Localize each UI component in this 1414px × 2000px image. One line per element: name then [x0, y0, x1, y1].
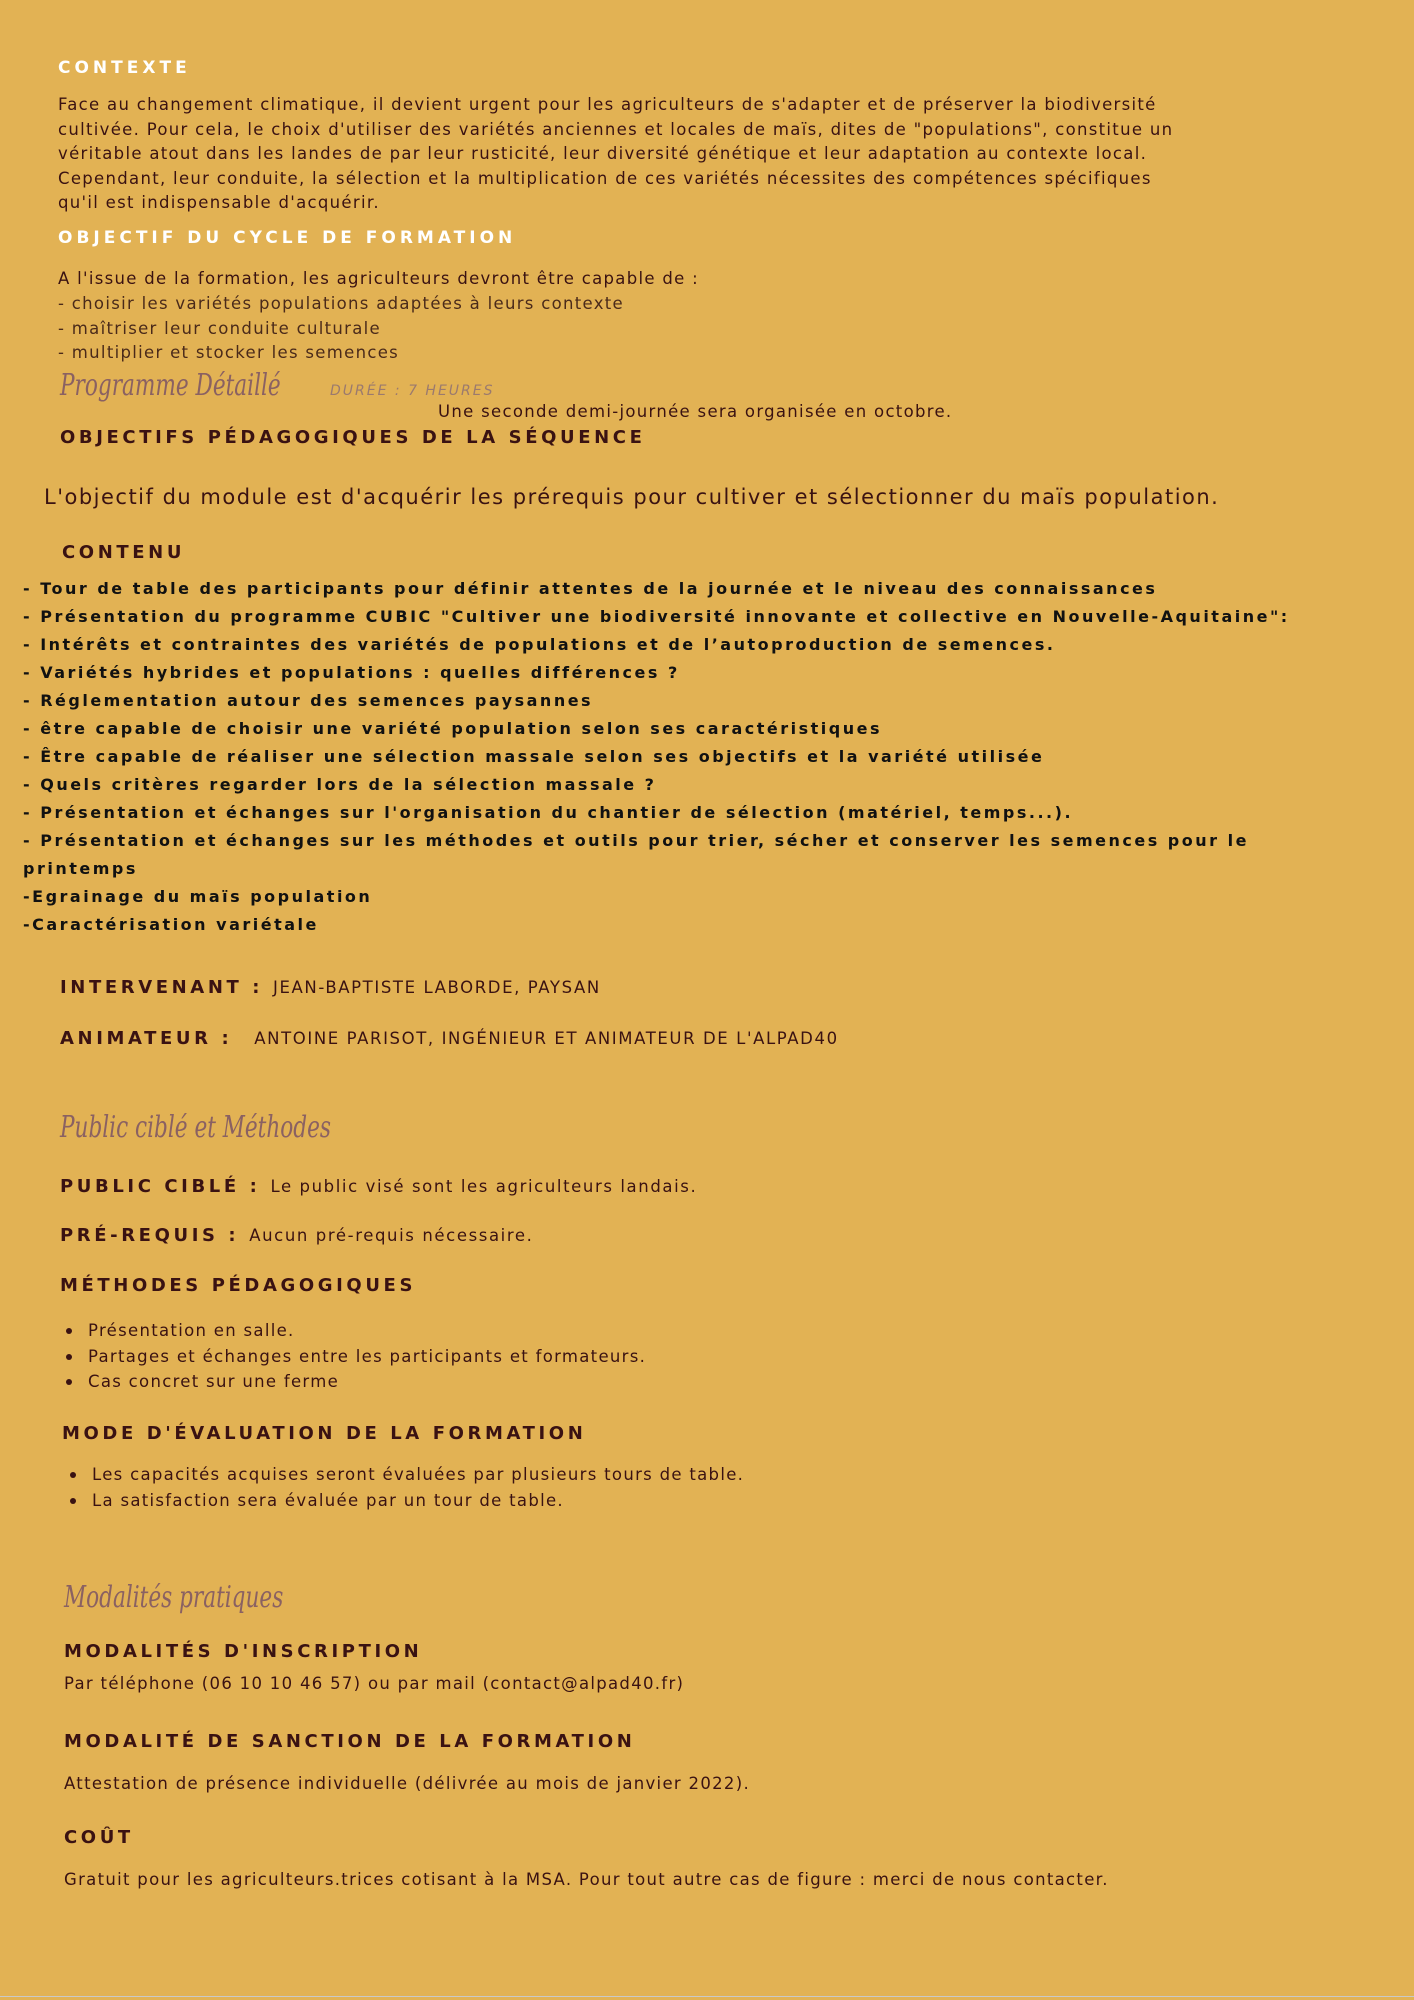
contexte-heading: CONTEXTE	[58, 58, 191, 78]
programme-note: Une seconde demi-journée sera organisée en octobre.	[438, 402, 953, 421]
list-item: -Caractérisation variétale	[23, 915, 319, 934]
intervenant-value: JEAN-BAPTISTE LABORDE, PAYSAN	[273, 978, 601, 997]
objectif-item: - multiplier et stocker les semences	[58, 343, 400, 362]
list-item: printemps	[23, 859, 138, 878]
objectif-item: - maîtriser leur conduite culturale	[58, 318, 381, 338]
prereq-label: PRÉ-REQUIS :	[60, 1225, 240, 1246]
list-item: Présentation en salle.	[60, 1318, 646, 1344]
duree-label: DURÉE : 7 HEURES	[330, 383, 495, 399]
objectif-module-text: L'objectif du module est d'acquérir les prérequis pour cultiver et sélectionner du maïs population.	[44, 485, 1220, 509]
list-item: - Réglementation autour des semences paysannes	[23, 691, 594, 710]
animateur-row	[60, 1028, 839, 1049]
sanction-heading: MODALITÉ DE SANCTION DE LA FORMATION	[64, 1731, 636, 1752]
list-item: Cas concret sur une ferme	[60, 1369, 646, 1395]
objectif-item: - choisir les variétés populations adaptées à leurs contexte	[58, 294, 624, 313]
contexte-line: qu'il est indispensable d'acquérir.	[58, 193, 380, 212]
list-item: Partages et échanges entre les participants et formateurs.	[60, 1344, 646, 1370]
list-item: - Variétés hybrides et populations : quelles différences ?	[23, 663, 680, 682]
methodes-heading: MÉTHODES PÉDAGOGIQUES	[60, 1275, 417, 1296]
list-item: - être capable de choisir une variété population selon ses caractéristiques	[23, 719, 882, 738]
list-item: - Intérêts et contraintes des variétés de populations et de l’autoproduction de semences.	[23, 635, 1056, 654]
contexte-line: cultivée. Pour cela, le choix d'utiliser des variétés anciennes et locales de maïs, dites de "populations", constitue un	[58, 119, 1174, 139]
public-label: PUBLIC CIBLÉ :	[60, 1176, 261, 1197]
list-item: La satisfaction sera évaluée par un tour de table.	[64, 1488, 744, 1514]
list-item: - Présentation du programme CUBIC "Cultiver une biodiversité innovante et collective en Nouvelle-Aquitaine":	[23, 607, 1290, 626]
public-value: Le public visé sont les agriculteurs landais.	[270, 1177, 698, 1196]
animateur-label: ANIMATEUR :	[60, 1028, 233, 1049]
animateur-value: ANTOINE PARISOT, INGÉNIEUR ET ANIMATEUR DE L'ALPAD40	[254, 1029, 839, 1048]
intervenant-row	[60, 977, 601, 998]
sanction-text: Attestation de présence individuelle (délivrée au mois de janvier 2022).	[64, 1774, 750, 1793]
evaluation-list	[64, 1462, 744, 1513]
list-item: - Présentation et échanges sur les méthodes et outils pour trier, sécher et conserver les semences pour le	[23, 831, 1249, 850]
prereq-value: Aucun pré-requis nécessaire.	[249, 1226, 534, 1245]
public-heading: Public ciblé et Méthodes	[60, 1110, 331, 1145]
objectif-intro: A l'issue de la formation, les agriculteurs devront être capable de :	[58, 269, 699, 288]
cout-text: Gratuit pour les agriculteurs.trices cotisant à la MSA. Pour tout autre cas de figure : merci de nous contacter.	[64, 1870, 1109, 1889]
list-item: -Egrainage du maïs population	[23, 887, 373, 906]
contexte-paragraph	[58, 93, 1173, 216]
methodes-list	[60, 1318, 646, 1395]
contexte-line: véritable atout dans les landes de par leur rusticité, leur diversité génétique et leur adaptation au contexte local.	[58, 144, 1148, 163]
objectifs-pedagogiques-heading: OBJECTIFS PÉDAGOGIQUES DE LA SÉQUENCE	[60, 427, 646, 448]
contexte-line: Face au changement climatique, il devient urgent pour les agriculteurs de s'adapter et de préserver la biodiversité	[58, 95, 1157, 114]
objectif-list	[58, 292, 624, 366]
list-item: - Quels critères regarder lors de la sélection massale ?	[23, 775, 657, 794]
public-row	[60, 1176, 697, 1197]
objectif-heading: OBJECTIF DU CYCLE DE FORMATION	[58, 228, 517, 248]
programme-heading: Programme Détaillé	[60, 368, 281, 403]
inscription-heading: MODALITÉS D'INSCRIPTION	[64, 1641, 423, 1662]
list-item: - Tour de table des participants pour définir attentes de la journée et le niveau des connaissances	[23, 579, 1158, 598]
inscription-text: Par téléphone (06 10 10 46 57) ou par mail (contact@alpad40.fr)	[64, 1674, 685, 1693]
modalites-heading: Modalités pratiques	[64, 1580, 284, 1615]
intervenant-label: INTERVENANT :	[60, 977, 264, 998]
list-item: - Être capable de réaliser une sélection massale selon ses objectifs et la variété utilisée	[23, 747, 1045, 766]
evaluation-heading: MODE D'ÉVALUATION DE LA FORMATION	[62, 1423, 587, 1444]
contenu-heading: CONTENU	[62, 542, 186, 563]
page-bottom-divider	[0, 1996, 1414, 1997]
prereq-row	[60, 1225, 533, 1246]
list-item: - Présentation et échanges sur l'organisation du chantier de sélection (matériel, temps...).	[23, 803, 1074, 822]
cout-heading: COÛT	[64, 1827, 134, 1848]
contenu-list	[23, 575, 1290, 939]
list-item: Les capacités acquises seront évaluées par plusieurs tours de table.	[64, 1462, 744, 1488]
contexte-line: Cependant, leur conduite, la sélection et la multiplication de ces variétés nécessites des compétences spécifiques	[58, 168, 1152, 188]
